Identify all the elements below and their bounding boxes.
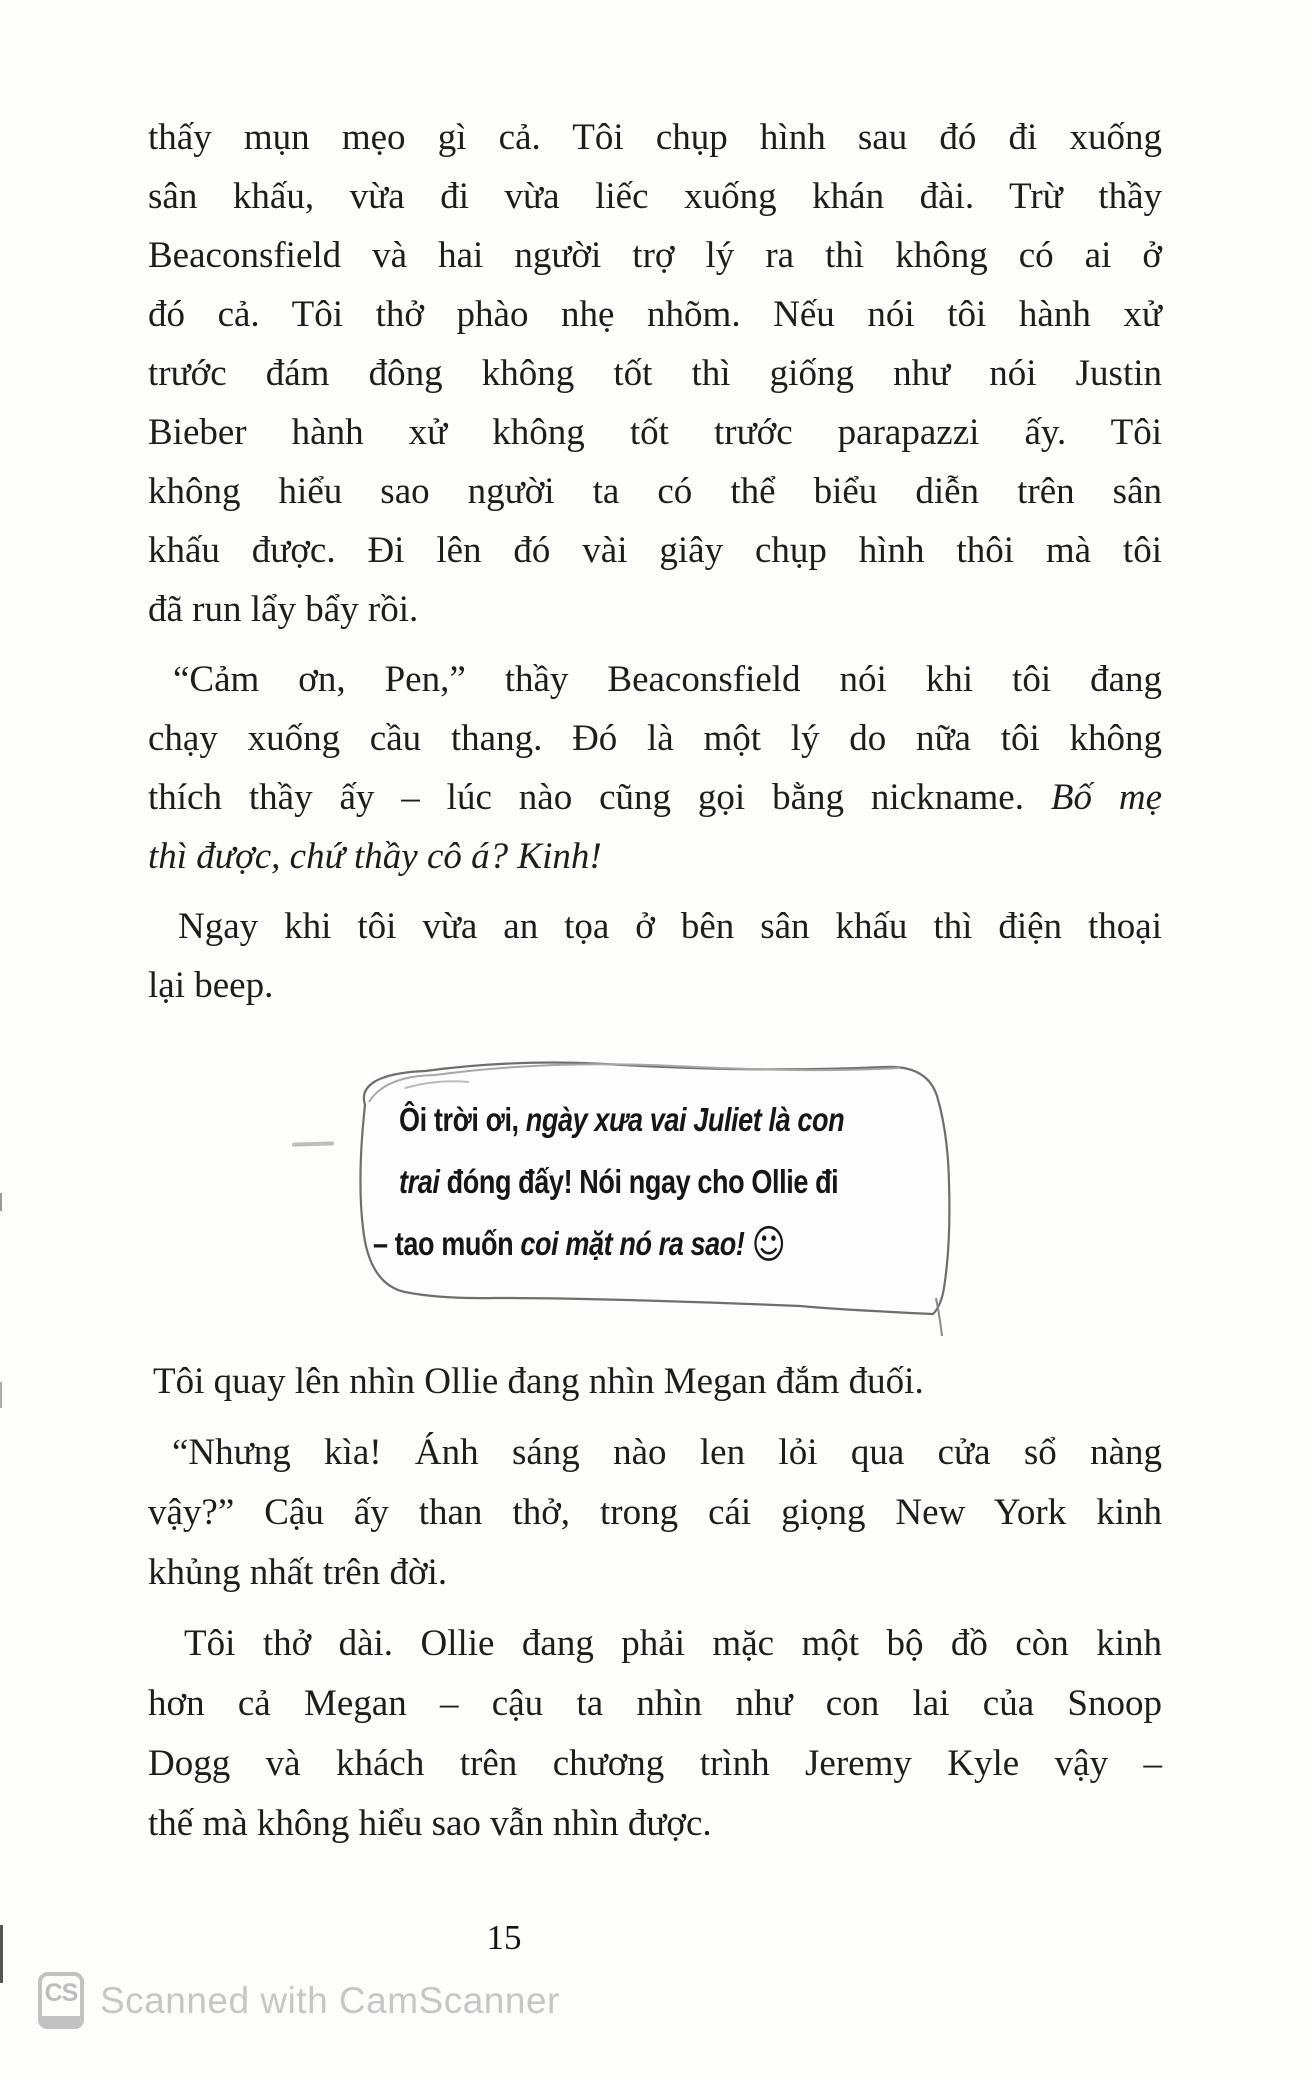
text-line: “Cảm ơn, Pen,” thầy Beaconsfield nói khi tôi đang	[173, 659, 1162, 700]
scan-artifact	[0, 1193, 2, 1211]
text-line: thế mà không hiểu sao vẫn nhìn được.	[148, 1803, 712, 1844]
text-line: Beaconsfield và hai người trợ lý ra thì không có ai ở	[148, 235, 1162, 276]
text-line: “Nhưng kìa! Ánh sáng nào len lỏi qua cửa sổ nàng	[172, 1432, 1162, 1473]
body-text-lower	[148, 1352, 1162, 1854]
speech-bubble	[345, 1048, 969, 1344]
scan-artifact	[0, 1925, 3, 1983]
paragraph	[148, 1423, 1162, 1603]
text-line: lại beep.	[148, 965, 274, 1006]
bubble-text-line: – tao muốn coi mặt nó ra sao! ☺	[373, 1222, 786, 1268]
text-line: thì được, chứ thầy cô á? Kinh!	[148, 836, 602, 877]
camscanner-badge-label: CS	[44, 1979, 78, 2007]
text-line: không hiểu sao người ta có thể biểu diễn trên sân	[148, 471, 1162, 512]
text-line: sân khấu, vừa đi vừa liếc xuống khán đài. Trừ thầy	[148, 176, 1162, 217]
scan-artifact	[0, 1382, 2, 1408]
text-line: hơn cả Megan – cậu ta nhìn như con lai của Snoop	[148, 1683, 1162, 1724]
scan-artifact	[292, 1141, 334, 1146]
text-line: thích thầy ấy – lúc nào cũng gọi bằng nickname. Bố mẹ	[148, 777, 1162, 818]
text-line: khấu được. Đi lên đó vài giây chụp hình thôi mà tôi	[148, 530, 1162, 571]
text-line: Tôi quay lên nhìn Ollie đang nhìn Megan đắm đuối.	[153, 1361, 924, 1402]
text-line: vậy?” Cậu ấy than thở, trong cái giọng New York kinh	[148, 1492, 1162, 1533]
bubble-text-line: trai đóng đấy! Nói ngay cho Ollie đi	[399, 1163, 839, 1200]
body-text-upper	[148, 108, 1162, 1015]
paragraph	[148, 897, 1162, 1015]
text-line: chạy xuống cầu thang. Đó là một lý do nữa tôi không	[148, 718, 1162, 759]
camscanner-badge-icon	[38, 1972, 84, 2029]
text-line: Tôi thở dài. Ollie đang phải mặc một bộ đồ còn kinh	[184, 1623, 1162, 1664]
camscanner-text: Scanned with CamScanner	[100, 1980, 560, 2021]
bubble-text-line: Ôi trời ơi, ngày xưa vai Juliet là con	[399, 1101, 845, 1138]
paragraph	[148, 1352, 1162, 1412]
text-line: đã run lẩy bẩy rồi.	[148, 589, 419, 630]
text-line: Ngay khi tôi vừa an tọa ở bên sân khấu thì điện thoại	[178, 906, 1162, 947]
text-line: đó cả. Tôi thở phào nhẹ nhõm. Nếu nói tôi hành xử	[148, 294, 1162, 335]
text-line: trước đám đông không tốt thì giống như nói Justin	[148, 353, 1162, 394]
paragraph	[148, 108, 1162, 639]
paragraph	[148, 1614, 1162, 1854]
smiley-icon: ☺	[751, 1222, 786, 1268]
page-number: 15	[486, 1918, 522, 1957]
text-line: thấy mụn mẹo gì cả. Tôi chụp hình sau đó đi xuống	[148, 117, 1162, 158]
text-line: Dogg và khách trên chương trình Jeremy Kyle vậy –	[148, 1743, 1162, 1784]
text-line: khủng nhất trên đời.	[148, 1552, 448, 1593]
camscanner-badge-bar	[38, 2016, 84, 2029]
paragraph	[148, 650, 1162, 886]
text-line: Bieber hành xử không tốt trước parapazzi ấy. Tôi	[148, 412, 1162, 453]
